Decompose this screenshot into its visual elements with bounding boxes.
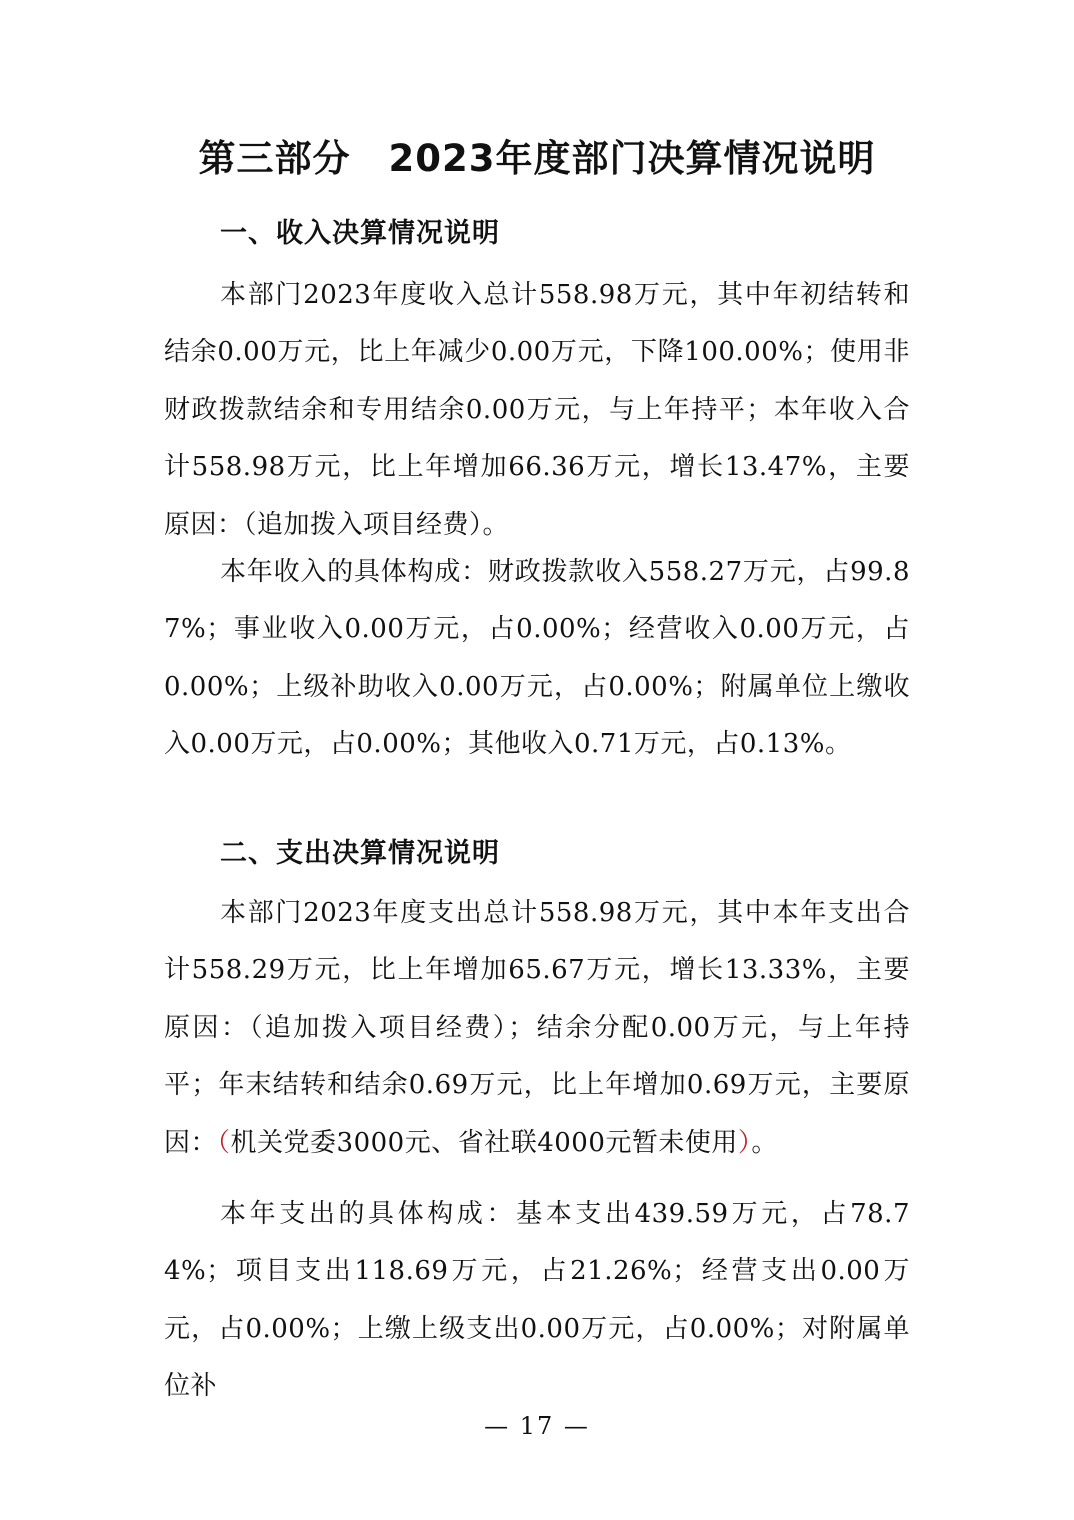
income-paragraph-1: 本部门2023年度收入总计558.98万元，其中年初结转和结余0.00万元，比上年减少0.00万元，下降100.00%；使用非财政拨款结余和专用结余0.00万元，与上年持平；本年收入合计558.98万元，比上年增加66.36万元，增长13.47%，主要原因：（追加拨入项目经费）。 <box>164 280 910 540</box>
expenditure-paragraph-2: 本年支出的具体构成：基本支出439.59万元，占78.74%；项目支出118.69万元，占21.26%；经营支出0.00万元，占0.00%；上缴上级支出0.00万元，占0.00%；对附属单位补 <box>164 1199 910 1402</box>
expenditure-paragraph-1 <box>164 885 910 1172</box>
red-open-paren: （ <box>217 1127 231 1158</box>
sentence-end: 。 <box>751 1127 778 1158</box>
expenditure-paragraph-1-text: 本部门2023年度支出总计558.98万元，其中本年支出合计558.29万元，比上年增加65.67万元，增长13.33%，主要原因：（追加拨入项目经费）；结余分配0.00万元，与上年持平；年末结转和结余0.69万元，比上年增加0.69万元，主要原因： <box>164 898 910 1158</box>
income-paragraph-2: 本年收入的具体构成：财政拨款收入558.27万元，占99.87%；事业收入0.00万元，占0.00%；经营收入0.00万元，占0.00%；上级补助收入0.00万元，占0.00%；附属单位上缴收入0.00万元，占0.00%；其他收入0.71万元，占0.13%。 <box>164 557 910 760</box>
section-heading-expenditure: 二、支出决算情况说明 <box>220 838 500 869</box>
red-close-paren: ） <box>737 1127 752 1158</box>
section-heading-income: 一、收入决算情况说明 <box>220 218 500 249</box>
page-number: — 17 — <box>484 1412 590 1440</box>
page-title: 第三部分 2023年度部门决算情况说明 <box>198 137 876 180</box>
unused-funds-reason: 机关党委3000元、省社联4000元暂未使用 <box>230 1127 738 1158</box>
